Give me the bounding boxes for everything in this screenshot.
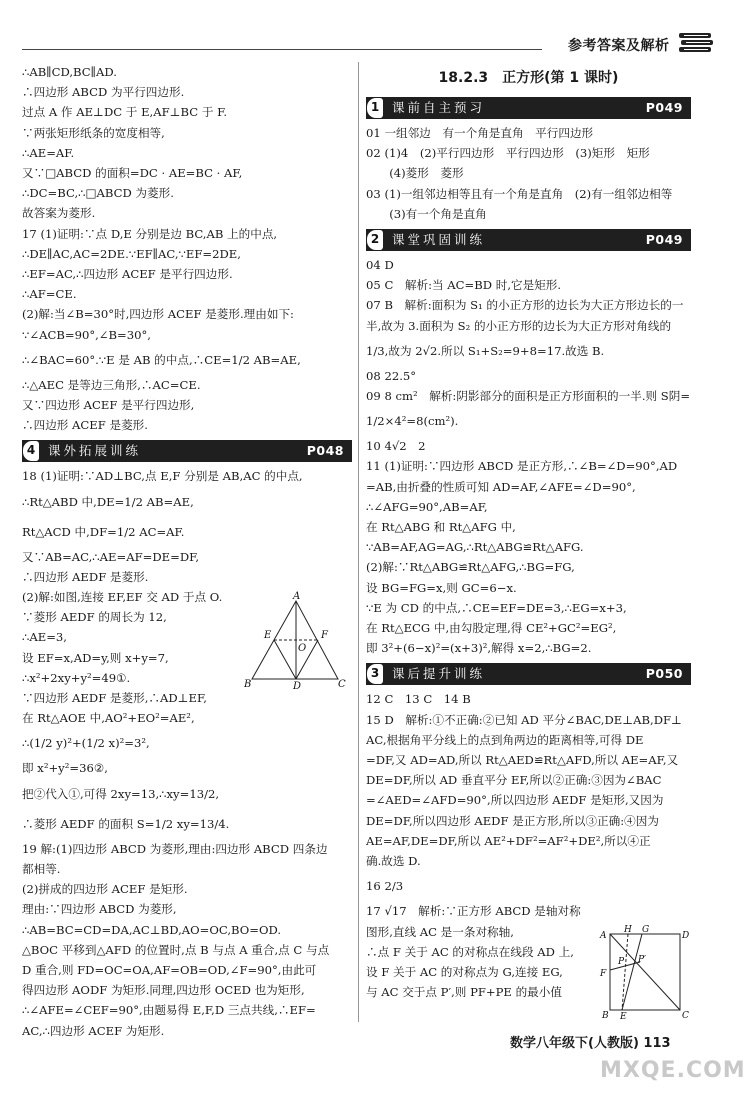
text-line: 即 x²+y²=36②, (22, 761, 108, 776)
label-P-prime: P′ (638, 955, 647, 965)
text-line: ∴△AEC 是等边三角形,∴AC=CE. (22, 377, 201, 392)
label-G: G (642, 925, 650, 935)
label-C: C (338, 679, 346, 690)
text-line: 图形,直线 AC 是一条对称轴, (366, 924, 514, 939)
text-line: 17 (1)证明:∵点 D,E 分别是边 BC,AB 上的中点, (22, 226, 278, 241)
text-line: 16 2/3 (366, 879, 404, 894)
label-B: B (244, 679, 252, 690)
section-bar-2 (366, 229, 691, 251)
text-line: Rt△ACD 中,DF=1/2 AC=AF. (22, 524, 185, 539)
book-stack-icon (678, 30, 714, 54)
text-line: (2)解:如图,连接 EF,EF 交 AD 于点 O. (22, 590, 223, 605)
section-number: 3 (366, 663, 384, 685)
text-line: 把②代入①,可得 2xy=13,∴xy=13/2, (22, 786, 220, 801)
label-D: D (682, 931, 690, 941)
text-line: ∴DC=BC,∴□ABCD 为菱形. (22, 186, 174, 201)
text-line: ∴AE=AF. (22, 145, 75, 160)
text-line: ∴四边形 ABCD 为平行四边形. (22, 85, 185, 100)
text-line: 19 解:(1)四边形 ABCD 为菱形,理由:四边形 ABCD 四条边 (22, 841, 328, 856)
text-line: △BOC 平移到△AFD 的位置时,点 B 与点 A 重合,点 C 与点 (22, 942, 330, 957)
text-line: 半,故为 3.面积为 S₂ 的小正方形的边长为大正方形对角线的 (366, 318, 672, 333)
text-line: 03 (1)一组邻边相等且有一个角是直角 (2)有一组邻边相等 (366, 186, 673, 201)
label-O: O (298, 643, 307, 654)
text-line: ∴点 F 关于 AC 的对称点在线段 AD 上, (366, 944, 574, 959)
text-line: 17 √17 解析:∵正方形 ABCD 是轴对称 (366, 904, 581, 919)
text-line: 都相等. (22, 861, 61, 876)
text-line: 故答案为菱形. (22, 206, 96, 221)
section-title: 课外拓展训练 (48, 443, 142, 459)
text-line: 过点 A 作 AE⊥DC 于 E,AF⊥BC 于 F. (22, 105, 228, 120)
text-line: 08 22.5° (366, 368, 417, 383)
lesson-title: 18.2.3 正方形(第 1 课时) (438, 70, 619, 86)
text-line: 得四边形 AODF 为矩形.同理,四边形 OCED 也为矩形, (22, 983, 305, 998)
text-line: ∵菱形 AEDF 的周长为 12, (22, 610, 167, 625)
text-line: AC,根据角平分线上的点到角两边的距离相等,可得 DE (366, 732, 644, 747)
text-line: ∴AB=BC=CD=DA,AC⊥BD,AO=OC,BO=OD. (22, 922, 282, 937)
label-H: H (624, 925, 632, 935)
page-footer: 数学八年级下(人教版) 113 (510, 1036, 671, 1051)
text-line: AE=AF,DE=DF,所以 AE²+DF²=AF²+DE²,所以④正 (366, 833, 651, 848)
text-line: 09 8 cm² 解析:阴影部分的面积是正方形面积的一半.则 S阴= (366, 389, 691, 404)
text-line: 理由:∵四边形 ABCD 为菱形, (22, 902, 177, 917)
section-title: 课后提升训练 (392, 666, 486, 682)
text-line: 又∵□ABCD 的面积=DC · AE=BC · AF, (22, 166, 243, 181)
text-line: D 重合,则 FD=OC=OA,AF=OB=OD,∠F=90°,由此可 (22, 962, 317, 977)
label-D: D (293, 681, 302, 691)
text-line: ∵四边形 AEDF 是菱形,∴AD⊥EF, (22, 691, 207, 706)
square-figure (598, 924, 690, 1020)
section-bar-3 (366, 663, 691, 685)
section-number: 4 (22, 440, 40, 462)
text-line: 04 D (366, 258, 394, 273)
section-page: P049 (645, 232, 683, 248)
text-line: ∴∠AFG=90°,AB=AF, (366, 499, 488, 514)
text-line: =DF,又 AD=AD,所以 Rt△AED≌Rt△AFD,所以 AE=AF,又 (366, 753, 679, 768)
text-line: DE=DF,所以四边形 AEDF 是正方形,所以③正确:④因为 (366, 813, 659, 828)
text-line: ∴菱形 AEDF 的面积 S=1/2 xy=13/4. (22, 816, 230, 831)
label-B: B (602, 1011, 609, 1020)
label-E: E (264, 630, 272, 641)
text-line: (4)菱形 菱形 (366, 166, 464, 181)
text-line: ∴AE=3, (22, 630, 67, 645)
watermark-logo: MXQE.COM (600, 1058, 746, 1083)
text-line: 1/3,故为 2√2.所以 S₁+S₂=9+8=17.故选 B. (366, 343, 605, 358)
text-line: ∴x²+2xy+y²=49①. (22, 670, 131, 685)
section-number: 1 (366, 97, 384, 119)
text-line: 设 BG=FG=x,则 GC=6−x. (366, 580, 517, 595)
text-line: 1/2×4²=8(cm²). (366, 414, 459, 429)
text-line: ∴(1/2 y)²+(1/2 x)²=3², (22, 736, 150, 751)
label-A: A (293, 591, 301, 602)
text-line: ∵E 为 CD 的中点,∴CE=EF=DE=3,∴EG=x+3, (366, 600, 627, 615)
header-title: 参考答案及解析 (568, 38, 670, 54)
label-E: E (620, 1012, 627, 1020)
text-line: 确.故选 D. (366, 854, 421, 869)
text-line: ∴Rt△ABD 中,DE=1/2 AB=AE, (22, 494, 194, 509)
text-line: 设 F 关于 AC 的对称点为 G,连接 EG, (366, 964, 563, 979)
text-line: ∴∠BAC=60°.∵E 是 AB 的中点,∴CE=1/2 AB=AE, (22, 352, 301, 367)
text-line: 在 Rt△ABG 和 Rt△AFG 中, (366, 520, 516, 535)
text-line: ∴∠AFE=∠CEF=90°,由题易得 E,F,D 三点共线,∴EF= (22, 1003, 316, 1018)
text-line: 15 D 解析:①不正确:②已知 AD 平分∠BAC,DE⊥AB,DF⊥ (366, 712, 682, 727)
label-C: C (682, 1011, 689, 1020)
right-column (366, 62, 691, 1002)
text-line: ∴AF=CE. (22, 287, 77, 302)
section-number: 2 (366, 229, 384, 251)
section-page: P049 (645, 100, 683, 115)
section-page: P048 (306, 443, 344, 459)
label-F: F (600, 969, 607, 979)
text-line: 12 C 13 C 14 B (366, 692, 471, 707)
left-column (22, 62, 352, 1041)
text-line: 设 EF=x,AD=y,则 x+y=7, (22, 650, 169, 665)
text-line: 07 B 解析:面积为 S₁ 的小正方形的边长为大正方形边长的一 (366, 298, 684, 313)
text-line: 11 (1)证明:∵四边形 ABCD 是正方形,∴∠B=∠D=90°,AD (366, 459, 678, 474)
rhombus-figure (238, 591, 348, 691)
text-line: 与 AC 交于点 P′,则 PF+PE 的最小值 (366, 985, 562, 1000)
text-line: 10 4√2 2 (366, 439, 426, 454)
text-line: 在 Rt△AOE 中,AO²+EO²=AE², (22, 711, 195, 726)
text-line: DE=DF,所以 AD 垂直平分 EF,所以②正确:③因为∠BAC (366, 773, 662, 788)
section-bar-4 (22, 440, 352, 462)
label-A: A (600, 931, 607, 941)
text-line: 02 (1)4 (2)平行四边形 平行四边形 (3)矩形 矩形 (366, 146, 650, 161)
text-line: =AB,由折叠的性质可知 AD=AF,∠AFE=∠D=90°, (366, 479, 636, 494)
column-divider (358, 62, 359, 1022)
section-title: 课堂巩固训练 (392, 232, 486, 248)
text-line: 在 Rt△ECG 中,由勾股定理,得 CE²+GC²=EG², (366, 621, 617, 636)
text-line: ∴AB∥CD,BC∥AD. (22, 65, 117, 79)
text-line: 18 (1)证明:∵AD⊥BC,点 E,F 分别是 AB,AC 的中点, (22, 469, 303, 484)
header-rule (22, 49, 542, 50)
text-line: 01 一组邻边 有一个角是直角 平行四边形 (366, 126, 594, 140)
text-line: 又∵四边形 ACEF 是平行四边形, (22, 398, 195, 413)
label-P: P (618, 957, 625, 967)
text-line: ∴四边形 ACEF 是菱形. (22, 418, 148, 433)
text-line: AC,∴四边形 ACEF 为矩形. (22, 1023, 165, 1038)
text-line: 05 C 解析:当 AC=BD 时,它是矩形. (366, 278, 562, 293)
text-line: 又∵AB=AC,∴AE=AF=DE=DF, (22, 549, 200, 564)
text-line: (2)解:∵Rt△ABG≌Rt△AFG,∴BG=FG, (366, 560, 575, 575)
text-line: ∴四边形 AEDF 是菱形. (22, 569, 149, 584)
text-line: ∵AB=AF,AG=AG,∴Rt△ABG≌Rt△AFG. (366, 540, 584, 555)
text-line: (3)有一个角是直角 (366, 206, 487, 221)
text-line: 即 3²+(6−x)²=(x+3)²,解得 x=2,∴BG=2. (366, 641, 592, 656)
text-line: (2)拼成的四边形 ACEF 是矩形. (22, 882, 188, 897)
text-line: ∴EF=AC,∴四边形 ACEF 是平行四边形. (22, 267, 233, 282)
label-F: F (321, 630, 328, 641)
text-line: ∴DE∥AC,AC=2DE.∵EF∥AC,∵EF=2DE, (22, 246, 241, 261)
section-page: P050 (645, 666, 683, 682)
section-bar-1 (366, 97, 691, 119)
text-line: ∵两张矩形纸条的宽度相等, (22, 125, 165, 140)
section-title: 课前自主预习 (392, 100, 486, 115)
text-line: ∵∠ACB=90°,∠B=30°, (22, 327, 151, 342)
text-line: (2)解:当∠B=30°时,四边形 ACEF 是菱形.理由如下: (22, 307, 294, 322)
text-line: =∠AED=∠AFD=90°,所以四边形 AEDF 是矩形,又因为 (366, 793, 664, 808)
